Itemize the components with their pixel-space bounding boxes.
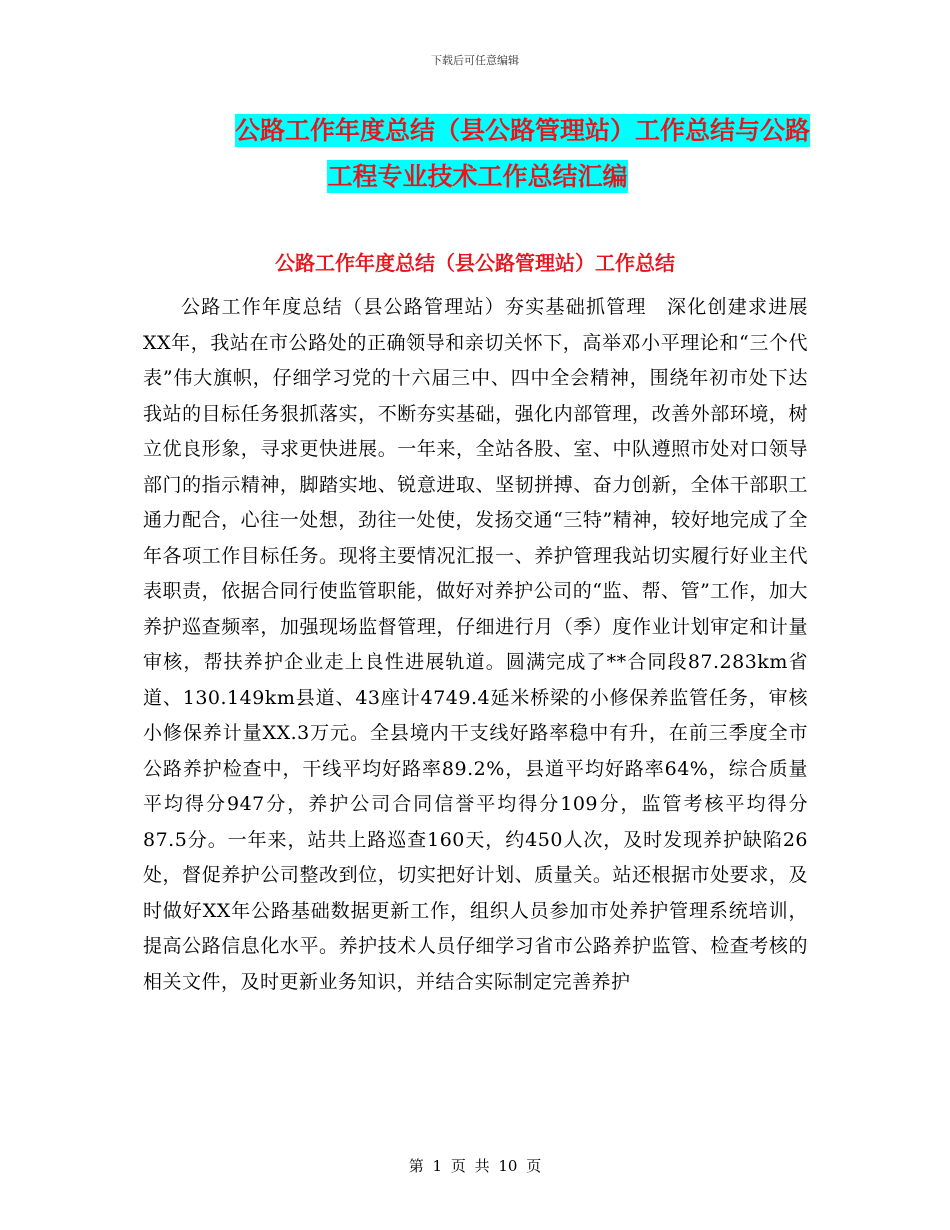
title-line-2-text: 工程专业技术工作总结汇编 — [327, 162, 628, 191]
title-line-1 — [145, 108, 810, 154]
page-footer — [0, 1155, 950, 1176]
body-paragraph: 公路工作年度总结（县公路管理站）夯实基础抓管理 深化创建求进展XX年，我站在市公路处的正确领导和亲切关怀下，高举邓小平理论和“三个代表”伟大旗帜，仔细学习党的十六届三中、四中全会精神，围绕年初市处下达我站的目标任务狠抓落实，不断夯实基础，强化内部管理，改善外部环境，树立优良形象，寻求更快进展。一年来，全站各股、室、中队遵照市处对口领导部门的指示精神，脚踏实地、锐意进取、坚韧拼搏、奋力创新，全体干部职工通力配合，心往一处想，劲往一处使，发扬交通“三特”精神，较好地完成了全年各项工作目标任务。现将主要情况汇报一、养护管理我站切实履行好业主代表职责，依据合同行使监管职能，做好对养护公司的“监、帮、管”工作，加大养护巡查频率，加强现场监督管理，仔细进行月（季）度作业计划审定和计量审核，帮扶养护企业走上良性进展轨道。圆满完成了**合同段87.283km省道、130.149km县道、43座计4749.4延米桥梁的小修保养监管任务，审核小修保养计量XX.3万元。全县境内干支线好路率稳中有升，在前三季度全市公路养护检查中，干线平均好路率89.2%，县道平均好路率64%，综合质量平均得分947分，养护公司合同信誉平均得分109分，监管考核平均得分87.5分。一年来，站共上路巡查160天，约450人次，及时发现养护缺陷26处，督促养护公司整改到位，切实把好计划、质量关。站还根据市处要求，及时做好XX年公路基础数据更新工作，组织人员参加市处养护管理系统培训，提高公路信息化水平。养护技术人员仔细学习省市公路养护监管、检查考核的相关文件，及时更新业务知识，并结合实际制定完善养护 — [143, 296, 808, 993]
section-title — [0, 247, 950, 276]
document-title — [145, 108, 810, 200]
page-number: 第 1 页 共 10 页 — [408, 1157, 542, 1175]
title-line-1-text: 公路工作年度总结（县公路管理站）工作总结与公路 — [234, 116, 810, 145]
section-title-text: 公路工作年度总结（县公路管理站）工作总结 — [275, 251, 675, 275]
page-header — [0, 52, 950, 68]
title-line-2 — [145, 154, 810, 200]
header-note: 下载后可任意编辑 — [431, 54, 519, 67]
